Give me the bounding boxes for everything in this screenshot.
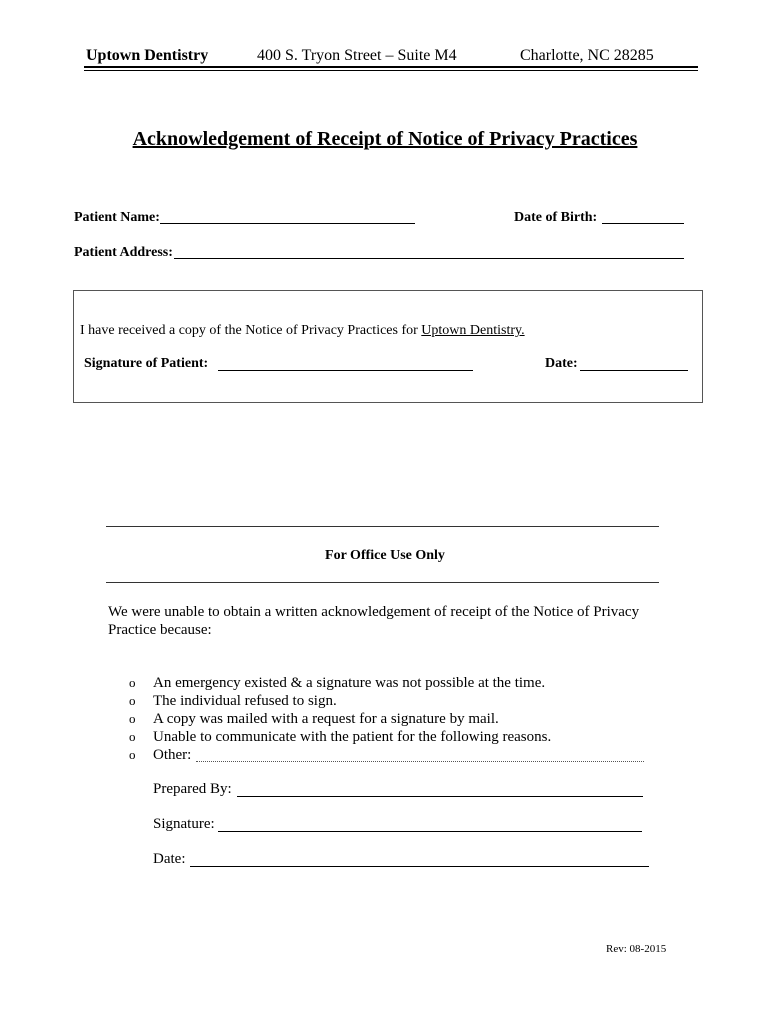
- reason-emergency: An emergency existed & a signature was not possible at the time.: [153, 675, 546, 691]
- patient-address-field[interactable]: [174, 258, 684, 259]
- office-signature-field[interactable]: [218, 831, 642, 832]
- header-rule-thin: [84, 70, 698, 71]
- practice-city: Charlotte, NC 28285: [520, 47, 654, 64]
- reason-bullet-icon[interactable]: o: [129, 675, 136, 690]
- prepared-by-field[interactable]: [237, 796, 643, 797]
- reason-refused: The individual refused to sign.: [153, 693, 337, 709]
- reason-bullet-icon[interactable]: o: [129, 693, 136, 708]
- patient-name-field[interactable]: [160, 223, 415, 224]
- reason-bullet-icon[interactable]: o: [129, 729, 136, 744]
- office-use-heading: For Office Use Only: [325, 548, 445, 563]
- reason-other: Other:: [153, 747, 192, 763]
- reason-bullet-icon[interactable]: o: [129, 747, 136, 762]
- office-signature-label: Signature:: [153, 816, 215, 832]
- patient-name-label: Patient Name:: [74, 210, 160, 225]
- office-date-label: Date:: [153, 851, 186, 867]
- patient-signature-field[interactable]: [218, 370, 473, 371]
- form-title: Acknowledgement of Receipt of Notice of Privacy Practices: [132, 128, 638, 150]
- receipt-statement: I have received a copy of the Notice of Privacy Practices for Uptown Dentistry.: [80, 323, 525, 338]
- receipt-acknowledgement-box: [73, 290, 703, 403]
- dob-label: Date of Birth:: [514, 210, 598, 225]
- office-rule-bottom: [106, 582, 659, 583]
- revision-label: Rev: 08-2015: [606, 943, 667, 955]
- practice-name: Uptown Dentistry: [86, 47, 209, 64]
- office-rule-top: [106, 526, 659, 527]
- office-date-field[interactable]: [190, 866, 649, 867]
- reason-unable-communicate: Unable to communicate with the patient for the following reasons.: [153, 729, 552, 745]
- reason-bullet-icon[interactable]: o: [129, 711, 136, 726]
- prepared-by-label: Prepared By:: [153, 781, 232, 797]
- receipt-date-label: Date:: [545, 356, 578, 371]
- header-rule-thick: [84, 66, 698, 68]
- office-intro-line2: Practice because:: [108, 622, 212, 638]
- receipt-date-field[interactable]: [580, 370, 688, 371]
- office-intro-line1: We were unable to obtain a written acknowledgement of receipt of the Notice of Privacy: [108, 604, 640, 620]
- patient-signature-label: Signature of Patient:: [84, 356, 209, 371]
- reason-mailed: A copy was mailed with a request for a signature by mail.: [153, 711, 499, 727]
- reason-other-field[interactable]: [196, 761, 644, 762]
- patient-address-label: Patient Address:: [74, 245, 173, 260]
- practice-address: 400 S. Tryon Street – Suite M4: [257, 47, 457, 64]
- dob-field[interactable]: [602, 223, 684, 224]
